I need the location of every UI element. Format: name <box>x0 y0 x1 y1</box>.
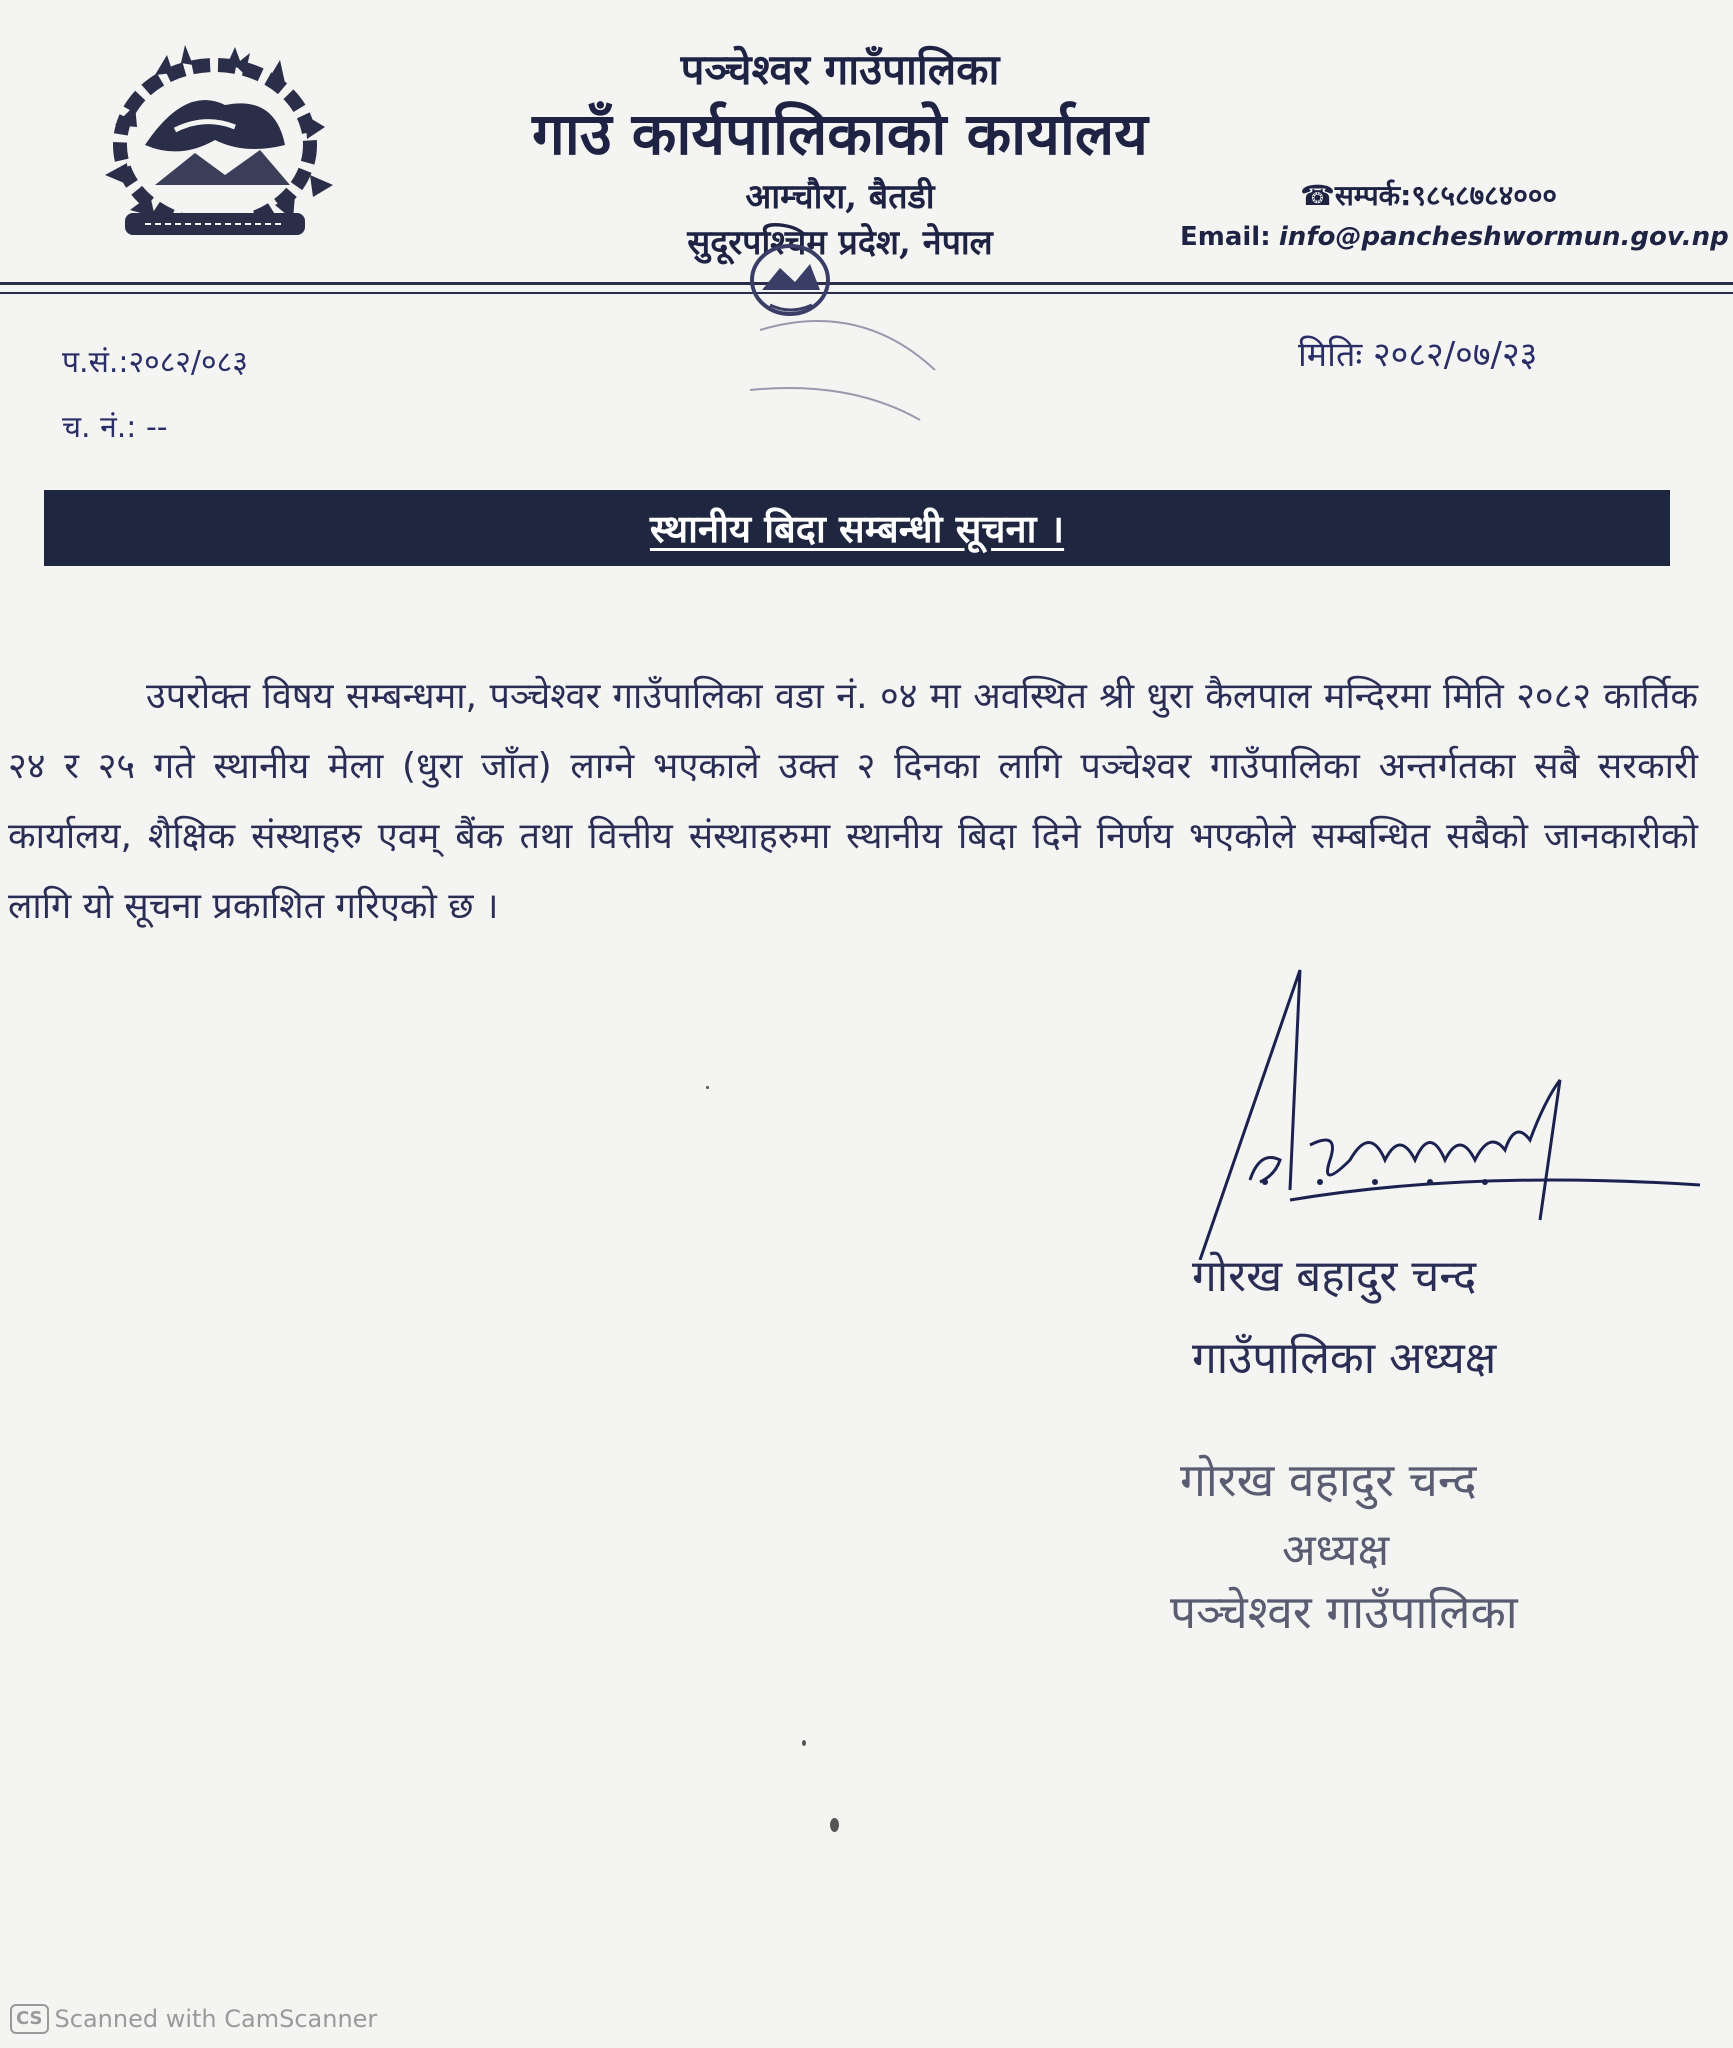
camscanner-watermark <box>10 2004 377 2034</box>
notice-title-bar <box>44 490 1670 566</box>
scan-speck <box>706 1086 709 1089</box>
scan-speck <box>830 1818 839 1832</box>
contact-phone: ☎सम्पर्क:९८५८७८४००० <box>1300 179 1557 212</box>
camscanner-badge-icon: CS <box>10 2004 49 2034</box>
scan-speck <box>802 1740 806 1746</box>
letter-date: मितिः २०८२/०७/२३ <box>1298 335 1538 375</box>
notice-body: उपरोक्त विषय सम्बन्धमा, पञ्चेश्वर गाउँपालिका वडा नं. ०४ मा अवस्थित श्री धुरा कैलपाल मन्दिरमा मिति २०८२ कार्तिक २४ र २५ गते स्थानीय मेला (धुरा जाँत) लाग्ने भएकाले उक्त २ दिनका लागि पञ्चेश्वर गाउँपालिका अन्तर्गतका सबै सरकारी कार्यालय, शैक्षिक संस्थाहरु एवम् बैंक तथा वित्तीय संस्थाहरुमा स्थानीय बिदा दिने निर्णय भएकोले सम्बन्धित सबैको जानकारीको लागि यो सूचना प्रकाशित गरिएको छ । <box>8 676 1698 927</box>
province-name: सुदूरपश्चिम प्रदेश, नेपाल <box>687 223 993 263</box>
email-value: info@pancheshwormun.gov.np <box>1278 222 1729 252</box>
signatory-designation: गाउँपालिका अध्यक्ष <box>1192 1333 1497 1384</box>
office-address: आम्चौरा, बैतडी <box>745 177 935 217</box>
seal-name: गोरख वहादुर चन्द <box>1180 1453 1477 1507</box>
handwritten-signature-icon <box>1170 960 1710 1260</box>
office-name: गाउँ कार्यपालिकाको कार्यालय <box>532 100 1148 168</box>
seal-organization: पञ्चेश्वर गाउँपालिका <box>1170 1585 1518 1639</box>
watermark-text: Scanned with CamScanner <box>54 2005 378 2033</box>
letter-reference-number: प.सं.:२०८२/०८३ <box>62 345 248 380</box>
notice-title: स्थानीय बिदा सम्बन्धी सूचना । <box>649 506 1065 551</box>
dispatch-number: च. नं.: -- <box>62 410 168 445</box>
contact-email <box>1180 222 1729 252</box>
signatory-name: गोरख बहादुर चन्द <box>1192 1251 1477 1302</box>
email-label: Email: <box>1180 222 1271 252</box>
seal-designation: अध्यक्ष <box>1282 1525 1390 1576</box>
municipality-name: पञ्चेश्वर गाउँपालिका <box>680 45 1000 94</box>
nepal-emblem-icon <box>85 35 345 250</box>
office-stamp-icon <box>700 230 960 440</box>
